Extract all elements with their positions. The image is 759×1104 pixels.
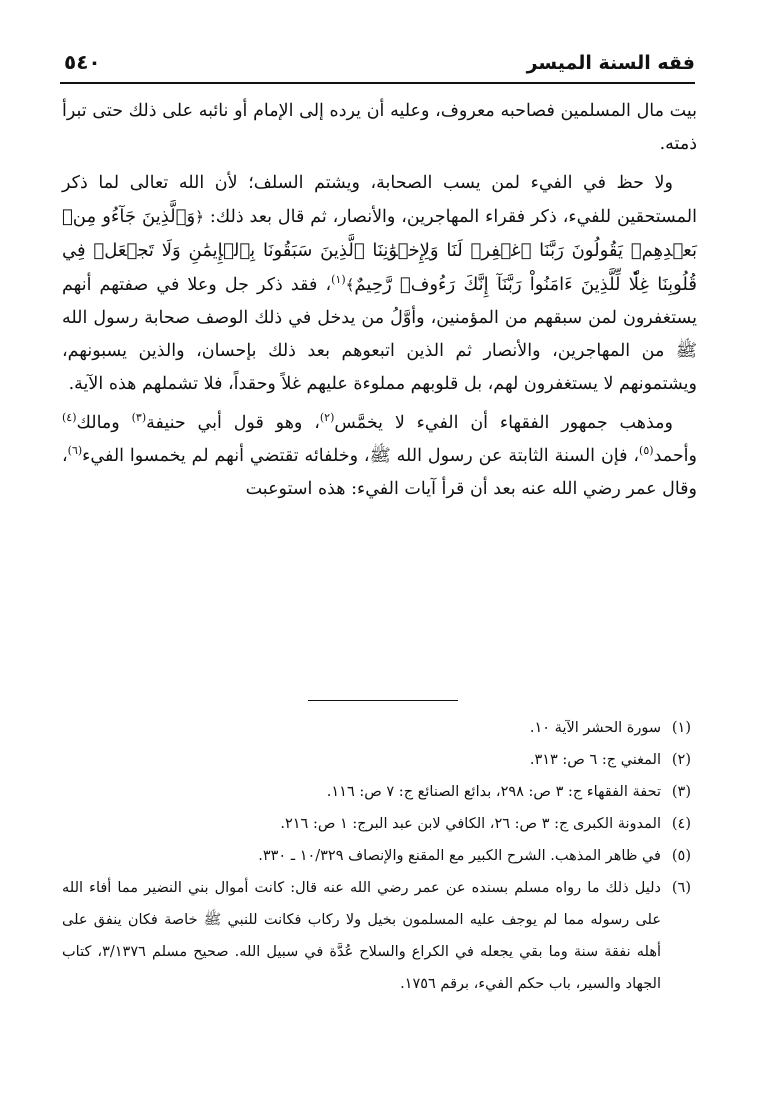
paragraph-3 — [62, 407, 697, 506]
quran-verse: وَٱلَّذِينَ جَآءُو مِنۢ بَعۡدِهِمۡ يَقُولُونَ رَبَّنَا ٱغۡفِرۡ لَنَا وَلِإِخۡوَٰنِنَا ٱلَّذِينَ سَبَقُونَا بِٱلۡإِيمَٰنِ وَلَا تَجۡعَلۡ فِي قُلُوبِنَا غِلّٗا لِّلَّذِينَ ءَامَنُواْ رَبَّنَآ إِنَّكَ رَءُوفٞ رَّحِيمٌ — [62, 206, 697, 295]
footnote-ref-2: (٢) — [319, 411, 335, 425]
footnote-6 — [62, 872, 691, 1000]
footnote-separator — [308, 700, 458, 701]
footnote-number: (٤) — [671, 816, 691, 832]
footnote-text: تحفة الفقهاء ج: ٣ ص: ٢٩٨، بدائع الصنائع ج: ٧ ص: ١١٦. — [326, 784, 661, 800]
paragraph-1: بيت مال المسلمين فصاحبه معروف، وعليه أن يرده إلى الإمام أو نائبه على ذلك حتى تبرأ ذمته. — [62, 101, 697, 154]
footnotes — [62, 712, 691, 1000]
paragraph-3-s4: وأحمد — [653, 446, 697, 466]
footnote-2 — [62, 744, 691, 776]
footnote-ref-6: (٦) — [67, 444, 83, 458]
paragraph-2 — [62, 167, 697, 401]
footnote-number: (٣) — [671, 784, 691, 800]
footnote-1 — [62, 712, 691, 744]
footnote-number: (٥) — [671, 848, 691, 864]
footnote-4 — [62, 808, 691, 840]
paragraph-3-s2: ، وهو قول أبي حنيفة — [146, 413, 320, 433]
footnote-text: المغني ج: ٦ ص: ٣١٣. — [529, 752, 661, 768]
footnote-text: دليل ذلك ما رواه مسلم بسنده عن عمر رضي الله عنه قال: كانت أموال بني النضير مما أفاء الله على رسوله مما لم يوجف عليه المسلمون بخيل ولا ركاب فكانت للنبي ﷺ خاصة فكان ينفق على أهله نفقة سنة وما بقي يجعله في الكراع والسلاح عُدَّة في سبيل الله. صحيح مسلم ٣/١٣٧٦، كتاب الجهاد والسير، باب حكم الفيء، برقم ١٧٥٦. — [62, 880, 661, 992]
running-title: فقه السنة الميسر — [526, 52, 695, 74]
quran-open-bracket: ﴿ — [195, 208, 204, 226]
footnote-text: المدونة الكبرى ج: ٣ ص: ٢٦، الكافي لابن عبد البرج: ١ ص: ٢١٦. — [280, 816, 661, 832]
footnote-ref-3: (٣) — [131, 411, 147, 425]
paragraph-3-s1: ومذهب جمهور الفقهاء أن الفيء لا يخمَّس — [334, 413, 673, 433]
footnote-text: سورة الحشر الآية ١٠. — [529, 720, 661, 736]
paragraph-2-body: ، فقد ذكر جل وعلا في صفتهم أنهم يستغفرون لمن سبقهم من المؤمنين، وأوَّلُ من يدخل في ذلك الوصف صحابة رسول الله ﷺ من المهاجرين، والأنصار ثم الذين اتبعوهم بعد ذلك بإحسان، والذين يسبونهم، ويشتمونهم لا يستغفرون لهم، بل قلوبهم مملوءة عليهم غلاً وحقداً، فلا تشملهم هذه الآية. — [62, 275, 697, 394]
page-number: ٥٤٠ — [64, 50, 101, 74]
footnote-3 — [62, 776, 691, 808]
paragraph-3-s3: ومالك — [76, 413, 132, 433]
footnote-ref-4: (٤) — [62, 411, 77, 425]
page-header — [60, 48, 695, 84]
quran-close-bracket: ﴾ — [345, 276, 355, 294]
footnote-ref-5: (٥) — [639, 444, 654, 458]
footnote-number: (٢) — [671, 752, 691, 768]
footnote-5 — [62, 840, 691, 872]
footnote-number: (٦) — [671, 880, 691, 896]
main-text — [62, 95, 697, 512]
footnote-number: (١) — [671, 720, 691, 736]
paragraph-3-s6: ، وقال عمر رضي الله عنه بعد أن قرأ آيات الفيء: هذه استوعبت — [62, 446, 697, 499]
footnote-text: في ظاهر المذهب. الشرح الكبير مع المقنع والإنصاف ١٠/٣٢٩ ـ ٣٣٠. — [258, 848, 661, 864]
footnote-ref-1: (١) — [331, 273, 346, 287]
paragraph-3-s5: ، فإن السنة الثابتة عن رسول الله ﷺ، وخلفائه تقتضي أنهم لم يخمسوا الفيء — [82, 446, 640, 466]
paragraph-2-intro: ولا حظ في الفيء لمن يسب الصحابة، ويشتم السلف؛ لأن الله تعالى لما ذكر المستحقين للفيء، ذكر فقراء المهاجرين، والأنصار، ثم قال بعد ذلك: — [62, 173, 697, 227]
